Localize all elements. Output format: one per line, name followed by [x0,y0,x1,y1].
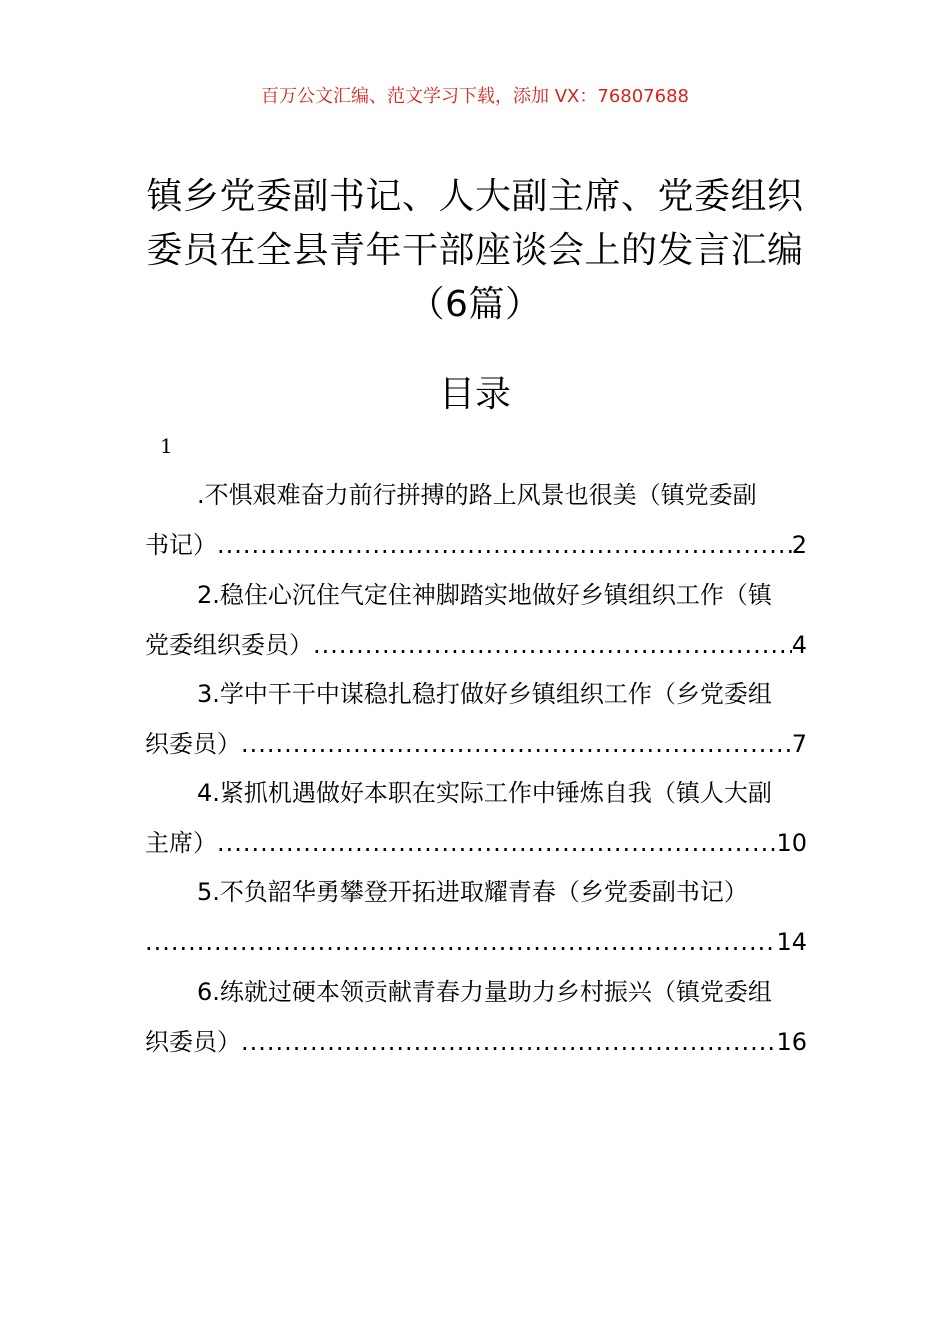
document-title [130,170,820,332]
toc-dot-leader [217,520,792,570]
toc-entry-6[interactable] [145,967,807,1067]
toc-page-number: 7 [791,730,807,758]
toc-dot-leader [241,719,792,769]
toc-dot-leader [313,620,792,670]
toc-entry-title-cont: 主席） [145,829,217,857]
toc-heading: 目录 [438,374,511,415]
toc-page-number: 10 [776,829,807,857]
toc-entry-title: 4.紧抓机遇做好本职在实际工作中锤炼自我（镇人大副 [197,779,772,807]
toc-entry-continuation [145,1017,807,1067]
promo-banner: 百万公文汇编、范文学习下载，添加 VX：76807688 [261,86,689,107]
toc-entry-continuation [145,520,807,570]
toc-page-number: 16 [776,1028,807,1056]
toc-entry-continuation [145,818,807,868]
toc-entry-continuation [145,620,807,670]
toc-entry-title: 3.学中干干中谋稳扎稳打做好乡镇组织工作（乡党委组 [197,680,772,708]
toc-entry-title-cont: 党委组织委员） [145,631,313,659]
toc-dot-leader [217,818,776,868]
stray-page-number: 1 [160,434,173,458]
toc-entry-3[interactable] [145,669,807,769]
toc-dot-leader [145,917,776,967]
toc-page-number: 2 [791,531,807,559]
toc-entry-1[interactable] [145,470,807,570]
toc-entry-title-cont: 书记） [145,531,217,559]
title-line-1: 镇乡党委副书记、人大副主席、党委组织 [146,176,804,217]
toc-page-number: 4 [791,631,807,659]
title-line-3: （6篇） [408,284,542,325]
toc-entry-title: 5.不负韶华勇攀登开拓进取耀青春（乡党委副书记） [197,878,748,906]
title-line-2: 委员在全县青年干部座谈会上的发言汇编 [146,230,804,271]
toc-page-number: 14 [776,928,807,956]
toc-entry-title: 6.练就过硬本领贡献青春力量助力乡村振兴（镇党委组 [197,978,772,1006]
toc-entry-title: .不惧艰难奋力前行拼搏的路上风景也很美（镇党委副 [197,481,757,509]
toc-entry-title-cont: 织委员） [145,1028,241,1056]
toc-entry-5[interactable] [145,867,807,967]
toc-entry-4[interactable] [145,768,807,868]
toc-entry-continuation [145,917,807,967]
toc-dot-leader [241,1017,776,1067]
toc-entry-2[interactable] [145,570,807,670]
toc-entry-title-cont: 织委员） [145,730,241,758]
toc-entry-continuation [145,719,807,769]
toc-entry-title: 2.稳住心沉住气定住神脚踏实地做好乡镇组织工作（镇 [197,581,772,609]
